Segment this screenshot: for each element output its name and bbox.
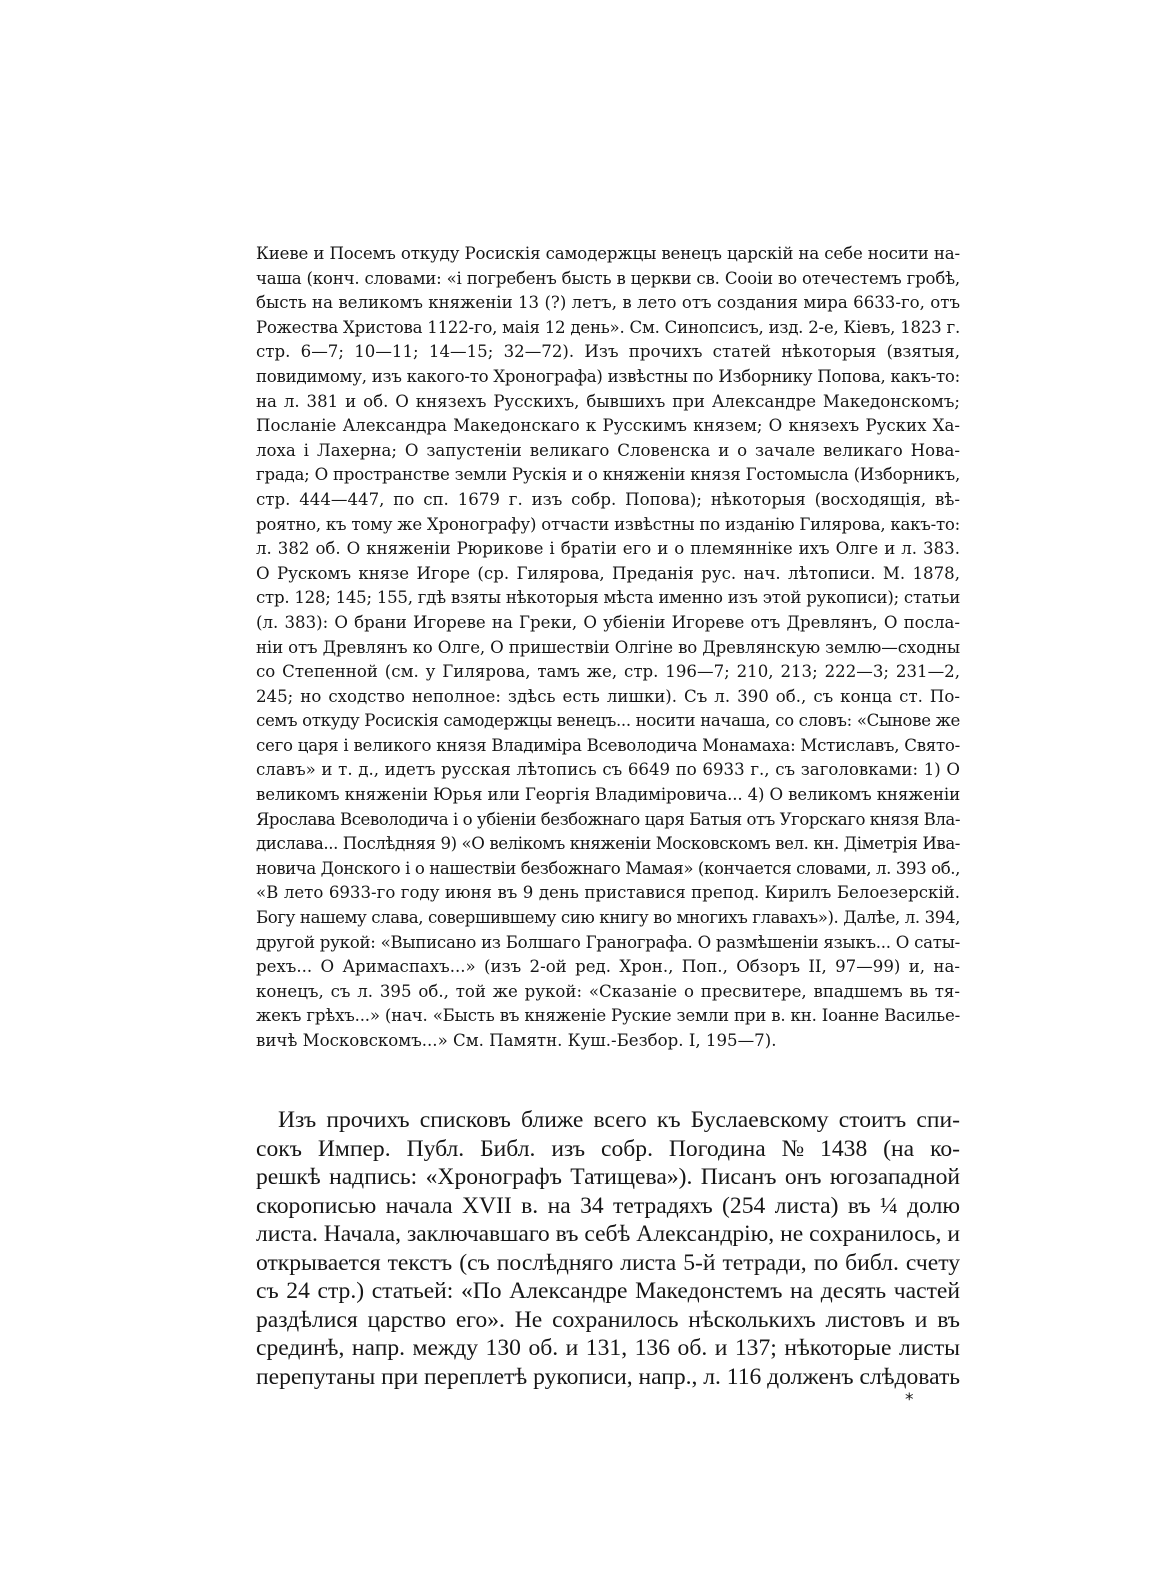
text-line: жекъ грѣхъ...» (нач. «Бысть въ княженіе Руские земли при в. кн. Іоанне Василье- <box>256 1006 960 1026</box>
text-line: срединѣ, напр. между 130 об. и 131, 136 об. и 137; нѣкоторые листы <box>256 1335 960 1361</box>
asterisk-mark: * <box>905 1390 914 1410</box>
text-line: «В лето 6933-го году июня въ 9 день приставися препод. Кирилъ Белоезерскій. <box>256 883 960 903</box>
text-line: великомъ княженіи Юрья или Георгія Владиміровича... 4) О великомъ княженіи <box>256 785 960 805</box>
text-line: лоха і Лахерна; О запустеніи великаго Словенска и о зачале великаго Нова- <box>256 440 960 460</box>
manuscript-description-paragraph <box>256 242 960 1054</box>
text-line: л. 382 об. О княженіи Рюрикове і братіи его и о племянніке ихъ Олге и л. 383. <box>256 539 960 559</box>
text-line: скорописью начала XVII в. на 34 тетрадяхъ (254 листа) въ ¼ долю <box>256 1192 960 1219</box>
text-line: 245; но сходство неполное: здѣсь есть лишки). Съ л. 390 об., съ конца ст. По- <box>256 686 960 706</box>
text-line: дислава... Послѣдняя 9) «О велікомъ княженіи Московскомъ вел. кн. Діметрія Ива- <box>256 834 960 854</box>
text-line: бысть на великомъ княженіи 13 (?) летъ, в лето отъ создания мира 6633-го, отъ <box>256 293 960 313</box>
text-line: ніи отъ Древлянъ ко Олге, О пришествіи Олгіне во Древлянскую землю—сходны <box>256 637 960 657</box>
text-line: конецъ, съ л. 395 об., той же рукой: «Сказаніе о пресвитере, впадшемъ вь тя- <box>256 981 960 1001</box>
text-line: семъ откуду Росискія самодержцы венецъ... носити начаша, со словъ: «Сынове же <box>256 711 960 731</box>
text-line: рехъ... О Аримаспахъ...» (изъ 2-ой ред. Хрон., Поп., Обзоръ II, 97—99) и, на- <box>256 957 960 977</box>
text-line: сокъ Импер. Публ. Библ. изъ собр. Погодина № 1438 (на ко- <box>256 1135 960 1162</box>
text-line: на л. 381 и об. О князехъ Русскихъ, бывшихъ при Александре Македонскомъ; <box>256 391 960 411</box>
text-line: открывается текстъ (съ послѣдняго листа 5-й тетради, по библ. счету <box>256 1249 960 1276</box>
text-line: другой рукой: «Выписано из Болшаго Гранографа. О размѣшеніи языкъ... О саты- <box>256 932 960 952</box>
text-line: стр. 6—7; 10—11; 14—15; 32—72). Изъ прочихъ статей нѣкоторыя (взятыя, <box>256 342 960 362</box>
text-line: съ 24 стр.) статьей: «По Александре Македонстемъ на десять частей <box>256 1278 960 1304</box>
text-line: Богу нашему слава, совершившему сию книгу во многихъ главахъ»). Далѣе, л. 394, <box>256 908 960 928</box>
text-line: вичѣ Московскомъ...» См. Памятн. Куш.-Безбор. I, 195—7). <box>256 1031 777 1050</box>
text-line: стр. 128; 145; 155, гдѣ взяты нѣкоторыя мѣста именно изъ этой рукописи); статьи <box>256 588 960 608</box>
text-line: Посланіе Александра Македонскаго к Русскимъ князем; О князехъ Руских Ха- <box>256 416 960 436</box>
text-line: (л. 383): О брани Игореве на Греки, О убіеніи Игореве отъ Древлянъ, О посла- <box>256 612 960 632</box>
main-body-paragraph <box>256 1106 960 1391</box>
text-line: листа. Начала, заключавшаго въ себѣ Александрію, не сохранилось, и <box>256 1221 960 1247</box>
text-line: повидимому, изъ какого-то Хронографа) извѣстны по Изборнику Попова, какъ-то: <box>256 366 960 386</box>
text-line: Ярослава Всеволодича і о убіеніи безбожнаго царя Батыя отъ Угорскаго князя Вла- <box>256 809 960 829</box>
text-line: перепутаны при переплетѣ рукописи, напр., л. 116 долженъ слѣдовать <box>256 1363 960 1390</box>
text-line: града; О пространстве земли Рускія и о княженіи князя Гостомысла (Изборникъ, <box>256 465 960 485</box>
text-line: раздѣлися царство его». Не сохранилось нѣсколькихъ листовъ и въ <box>256 1306 960 1333</box>
text-line: новича Донского і о нашествіи безбожнаго Мамая» (кончается словами, л. 393 об., <box>256 858 960 878</box>
text-line: роятно, къ тому же Хронографу) отчасти извѣстны по изданію Гилярова, какъ-то: <box>256 514 960 534</box>
text-line: Изъ прочихъ списковъ ближе всего къ Буслаевскому стоитъ спи- <box>278 1107 960 1133</box>
text-line: Рожества Христова 1122-го, маія 12 день». См. Синопсисъ, изд. 2-е, Кіевъ, 1823 г. <box>256 317 960 337</box>
text-line: чаша (конч. словами: «і погребенъ бысть в церкви св. Сооіи во отечестемъ гробѣ, <box>256 268 960 288</box>
text-line: сего царя і великого князя Владиміра Всеволодича Монамаха: Мстиславъ, Свято- <box>256 735 960 755</box>
text-line: Киеве и Посемъ откуду Росискія самодержцы венецъ царскій на себе носити на- <box>256 244 960 263</box>
text-line: решкѣ надпись: «Хронографъ Татищева»). Писанъ онъ югозападной <box>256 1164 960 1190</box>
text-line: славъ» и т. д., идетъ русская лѣтопись съ 6649 по 6933 г., съ заголовками: 1) О <box>256 760 960 780</box>
text-line: О Рускомъ князе Игоре (ср. Гилярова, Преданія рус. нач. лѣтописи. М. 1878, <box>256 563 960 583</box>
text-line: со Степенной (см. у Гилярова, тамъ же, стр. 196—7; 210, 213; 222—3; 231—2, <box>256 662 960 682</box>
text-line: стр. 444—447, по сп. 1679 г. изъ собр. Попова); нѣкоторыя (восходящія, вѣ- <box>256 489 960 509</box>
